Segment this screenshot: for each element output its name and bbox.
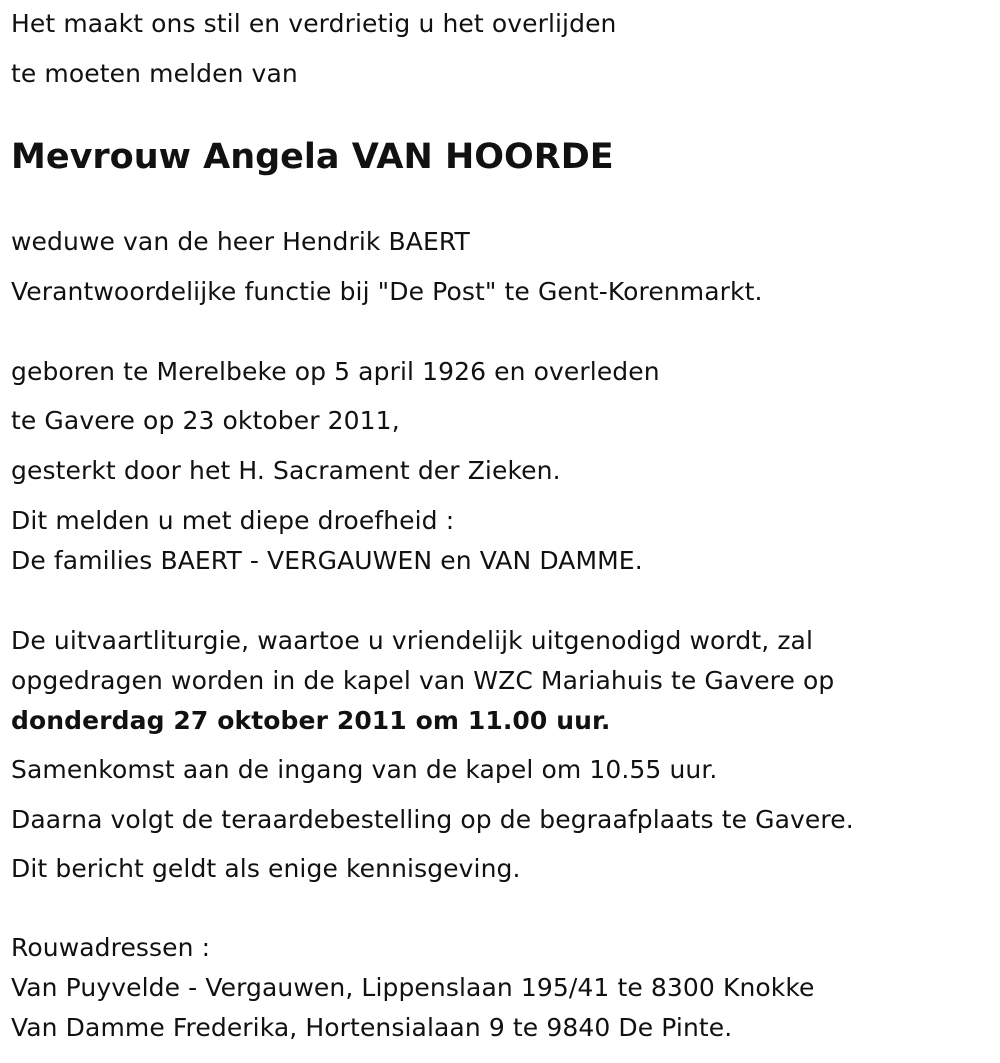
gathering-line: Samenkomst aan de ingang van de kapel om 10.55 uur.: [11, 755, 718, 784]
funeral-line-1: De uitvaartliturgie, waartoe u vriendelijk uitgenodigd wordt, zal: [11, 626, 814, 655]
sacrament-line: gesterkt door het H. Sacrament der Zieken.: [11, 456, 561, 485]
announcement-line-1: Dit melden u met diepe droefheid :: [11, 506, 455, 535]
families-line: De families BAERT - VERGAUWEN en VAN DAMME.: [11, 546, 643, 575]
address-line-2: Van Damme Frederika, Hortensialaan 9 te 9840 De Pinte.: [11, 1013, 733, 1042]
birth-death-line-1: geboren te Merelbeke op 5 april 1926 en overleden: [11, 357, 660, 386]
burial-line: Daarna volgt de teraardebestelling op de begraafplaats te Gavere.: [11, 805, 854, 834]
intro-line-1: Het maakt ons stil en verdrietig u het overlijden: [11, 9, 617, 38]
spouse-line: weduwe van de heer Hendrik BAERT: [11, 227, 470, 256]
intro-line-2: te moeten melden van: [11, 59, 298, 88]
funeral-date-line: donderdag 27 oktober 2011 om 11.00 uur.: [11, 706, 611, 735]
deceased-name: Mevrouw Angela VAN HOORDE: [11, 137, 614, 177]
funeral-line-2: opgedragen worden in de kapel van WZC Mariahuis te Gavere op: [11, 666, 835, 695]
addresses-heading: Rouwadressen :: [11, 933, 211, 962]
address-line-1: Van Puyvelde - Vergauwen, Lippenslaan 195/41 te 8300 Knokke: [11, 973, 815, 1002]
birth-death-line-2: te Gavere op 23 oktober 2011,: [11, 406, 400, 435]
notice-line: Dit bericht geldt als enige kennisgeving.: [11, 854, 521, 883]
function-line: Verantwoordelijke functie bij "De Post" te Gent-Korenmarkt.: [11, 277, 763, 306]
